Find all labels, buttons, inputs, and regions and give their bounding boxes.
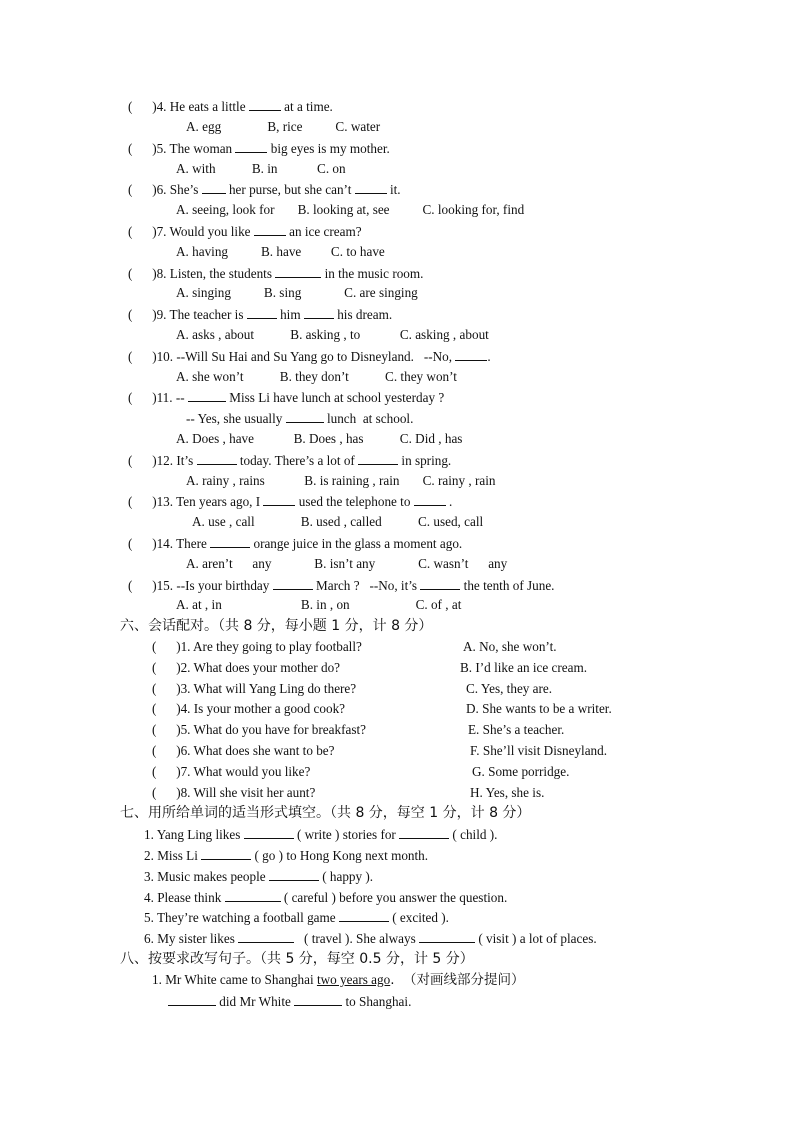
match-answer-g: G. Some porridge. [472,764,570,779]
options-7: A. having B. have C. to have [176,244,385,259]
question-15: ( )15. --Is your birthday March ? --No, it’s the tenth of June. [128,578,555,593]
options-14: A. aren’t any B. isn’t any C. wasn’t any [186,556,508,571]
answer-blank[interactable] [414,493,446,506]
question-14: ( )14. There orange juice in the glass a moment ago. [128,536,463,551]
answer-blank[interactable] [210,535,250,548]
match-question-7: ( )7. What would you like? [152,764,311,779]
answer-blank[interactable] [235,140,267,153]
answer-blank[interactable] [168,993,216,1006]
match-answer-c: C. Yes, they are. [466,681,553,696]
answer-blank[interactable] [358,452,398,465]
match-question-5: ( )5. What do you have for breakfast? [152,722,366,737]
question-9: ( )9. The teacher is him his dream. [128,307,393,322]
answer-blank[interactable] [254,223,286,236]
underlined-phrase: two years ago [316,972,391,987]
options-12: A. rainy , rains B. is raining , rain C. rainy , rain [186,473,496,488]
question-4: ( )4. He eats a little at a time. [128,99,333,114]
question-11: ( )11. -- Miss Li have lunch at school yesterday ? [128,390,445,405]
question-12: ( )12. It’s today. There’s a lot of in spring. [128,453,452,468]
question-11-line2: -- Yes, she usually lunch at school. [186,411,414,426]
answer-blank[interactable] [419,930,475,943]
answer-blank[interactable] [455,348,487,361]
answer-blank[interactable] [197,452,237,465]
question-13: ( )13. Ten years ago, I used the telephone to . [128,494,453,509]
answer-blank[interactable] [202,181,226,194]
match-answer-f: F. She’ll visit Disneyland. [470,743,608,758]
question-7: ( )7. Would you like an ice cream? [128,224,362,239]
answer-blank[interactable] [247,306,277,319]
rewrite-sentence-1: 1. Mr White came to Shanghai two years ago. （对画线部分提问） [152,972,525,988]
answer-blank[interactable] [244,826,294,839]
question-6: ( )6. She’s her purse, but she can’t it. [128,182,401,197]
match-question-8: ( )8. Will she visit her aunt? [152,785,316,800]
fill-sentence-1: 1. Yang Ling likes ( write ) stories for ( child ). [144,827,498,842]
fill-sentence-2: 2. Miss Li ( go ) to Hong Kong next month. [144,848,429,863]
fill-sentence-6: 6. My sister likes ( travel ). She always ( visit ) a lot of places. [144,931,597,946]
answer-blank[interactable] [399,826,449,839]
answer-blank[interactable] [355,181,387,194]
options-9: A. asks , about B. asking , to C. asking , about [176,327,489,342]
section-6-title: 六、会话配对。（共 8 分，每小题 1 分，计 8 分） [120,618,433,634]
answer-blank[interactable] [238,930,294,943]
answer-blank[interactable] [249,98,281,111]
answer-blank[interactable] [339,909,389,922]
fill-sentence-4: 4. Please think ( careful ) before you answer the question. [144,890,508,905]
options-5: A. with B. in C. on [176,161,346,176]
match-answer-b: B. I’d like an ice cream. [460,660,588,675]
options-10: A. she won’t B. they don’t C. they won’t [176,369,457,384]
match-question-4: ( )4. Is your mother a good cook? [152,701,346,716]
section-7-title: 七、用所给单词的适当形式填空。（共 8 分，每空 1 分，计 8 分） [120,805,531,821]
options-4: A. egg B, rice C. water [186,119,381,134]
match-question-3: ( )3. What will Yang Ling do there? [152,681,357,696]
answer-blank[interactable] [420,577,460,590]
answer-blank[interactable] [286,410,324,423]
answer-blank[interactable] [201,847,251,860]
question-8: ( )8. Listen, the students in the music room. [128,266,424,281]
fill-sentence-5: 5. They’re watching a football game ( excited ). [144,910,449,925]
match-answer-d: D. She wants to be a writer. [466,701,612,716]
answer-blank[interactable] [269,868,319,881]
match-question-6: ( )6. What does she want to be? [152,743,335,758]
answer-blank[interactable] [273,577,313,590]
fill-sentence-3: 3. Music makes people ( happy ). [144,869,374,884]
options-8: A. singing B. sing C. are singing [176,285,418,300]
options-11: A. Does , have B. Does , has C. Did , has [176,431,463,446]
answer-blank[interactable] [275,265,321,278]
answer-blank[interactable] [263,493,295,506]
answer-blank[interactable] [188,389,226,402]
match-answer-a: A. No, she won’t. [463,639,557,654]
answer-blank[interactable] [304,306,334,319]
options-13: A. use , call B. used , called C. used, call [192,514,484,529]
match-answer-h: H. Yes, she is. [470,785,545,800]
match-question-2: ( )2. What does your mother do? [152,660,341,675]
match-question-1: ( )1. Are they going to play football? [152,639,362,654]
rewrite-answer-1: did Mr White to Shanghai. [168,993,411,1010]
answer-blank[interactable] [294,993,342,1006]
options-6: A. seeing, look for B. looking at, see C. looking for, find [176,202,525,217]
answer-blank[interactable] [225,889,281,902]
match-answer-e: E. She’s a teacher. [468,722,565,737]
section-8-title: 八、按要求改写句子。（共 5 分，每空 0.5 分，计 5 分） [120,951,474,967]
question-10: ( )10. --Will Su Hai and Su Yang go to Disneyland. --No, . [128,349,491,364]
question-5: ( )5. The woman big eyes is my mother. [128,141,390,156]
question-text: )4. He eats a little [152,99,246,114]
options-15: A. at , in B. in , on C. of , at [176,597,462,612]
